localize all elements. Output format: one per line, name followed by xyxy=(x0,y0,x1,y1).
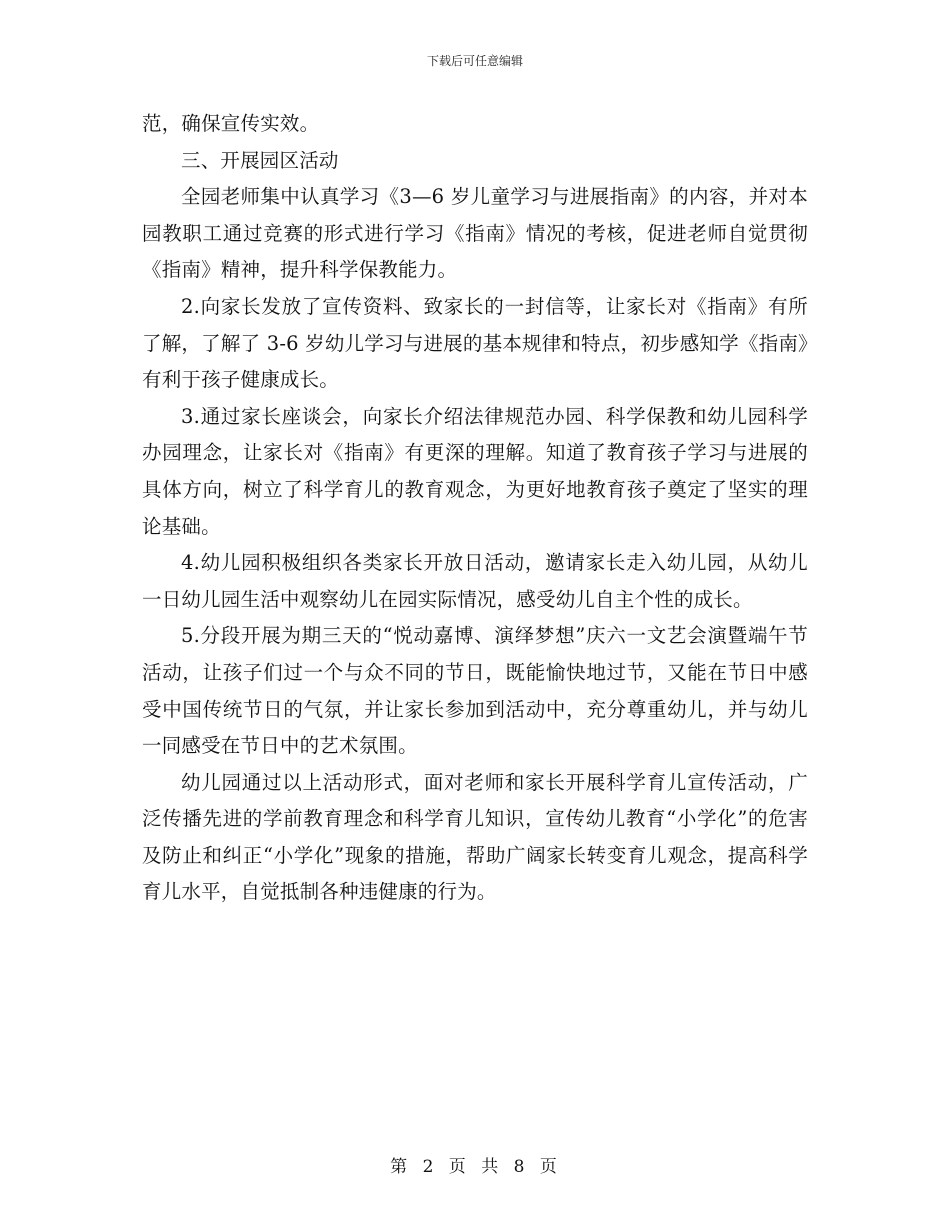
paragraph-item-3: 3.通过家长座谈会，向家长介绍法律规范办园、科学保教和幼儿园科学办园理念，让家长对《指南》有更深的理解。知道了教育孩子学习与进展的具体方向，树立了科学育儿的教育观念，为更好地教育孩子奠定了坚实的理论基础。 xyxy=(142,404,808,538)
paragraph-item-4: 4.幼儿园积极组织各类家长开放日活动，邀请家长走入幼儿园，从幼儿一日幼儿园生活中观察幼儿在园实际情况，感受幼儿自主个性的成长。 xyxy=(142,551,808,611)
document-body xyxy=(142,106,808,911)
paragraph-continuation: 范，确保宣传实效。 xyxy=(142,112,320,135)
paragraph-item-5: 5.分段开展为期三天的“悦动嘉博、演绎梦想”庆六一文艺会演暨端午节活动，让孩子们过一个与众不同的节日，既能愉快地过节，又能在节日中感受中国传统节日的气氛，并让家长参加到活动中，充分尊重幼儿，并与幼儿一同感受在节日中的艺术氛围。 xyxy=(142,624,808,758)
paragraph-item-2: 2.向家长发放了宣传资料、致家长的一封信等，让家长对《指南》有所了解，了解了 3-6 岁幼儿学习与进展的基本规律和特点，初步感知学《指南》有利于孩子健康成长。 xyxy=(142,294,808,392)
page-footer: 第 2 页 共 8 页 xyxy=(390,1157,560,1177)
page-header: 下载后可任意编辑 xyxy=(426,54,523,68)
section-heading: 三、开展园区活动 xyxy=(181,148,339,172)
paragraph-summary: 幼儿园通过以上活动形式，面对老师和家长开展科学育儿宣传活动，广泛传播先进的学前教育理念和科学育儿知识，宣传幼儿教育“小学化”的危害及防止和纠正“小学化”现象的措施，帮助广阔家长转变育儿观念，提高科学育儿水平，自觉抵制各种违健康的行为。 xyxy=(142,770,808,904)
paragraph-item-1: 全园老师集中认真学习《3—6 岁儿童学习与进展指南》的内容，并对本园教职工通过竞赛的形式进行学习《指南》情况的考核，促进老师自觉贯彻《指南》精神，提升科学保教能力。 xyxy=(142,185,808,282)
